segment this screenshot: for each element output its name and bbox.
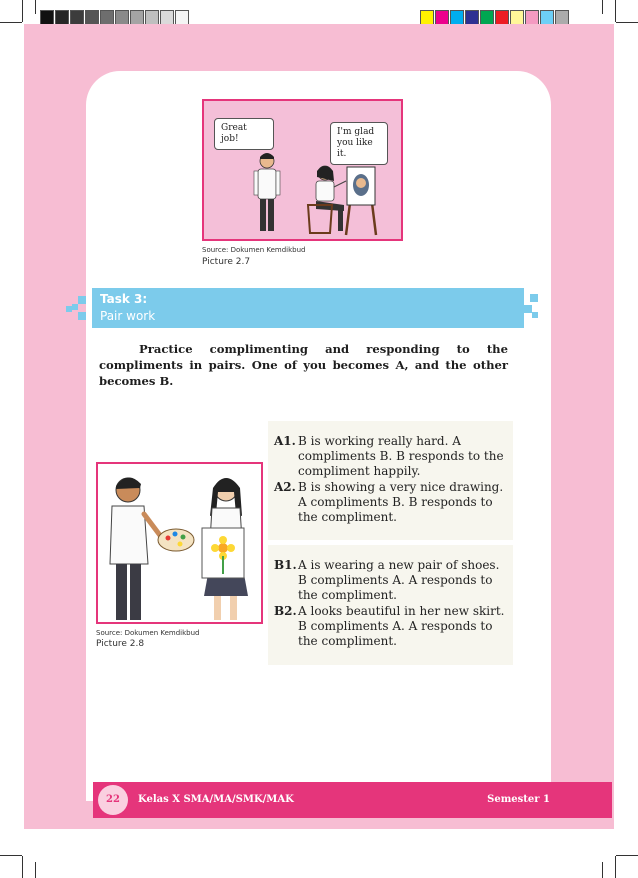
role-code: A1. [274, 434, 296, 448]
crop-mark [22, 856, 23, 878]
crop-mark [616, 22, 638, 23]
picture-2-8-illustration [96, 462, 263, 624]
crop-mark [35, 0, 36, 14]
role-text: B is showing a very nice drawing. A compliments B. B responds to the compliment. [298, 479, 504, 525]
role-text: B is working really hard. A compliments B. B responds to the compliment happily. [298, 434, 504, 479]
crop-mark [616, 855, 638, 856]
bubble-text: Great job! [221, 123, 247, 144]
picture-2-8-source: Source: Dokumen Kemdikbud [96, 629, 200, 637]
task-banner [92, 288, 524, 328]
role-code: B2. [274, 603, 297, 618]
role-item-b2 [274, 604, 507, 650]
page-number: 22 [98, 785, 128, 815]
role-code: A2. [274, 479, 296, 494]
task-instruction: Practice complimenting and responding to the compliments in pairs. One of you becomes A, and the other becomes B. [99, 342, 508, 388]
bubble-text-line1: I'm glad [337, 127, 375, 137]
role-text: A looks beautiful in her new skirt. B compliments A. A responds to the compliment. [298, 603, 505, 649]
crop-mark [615, 0, 616, 22]
pixel-decoration [78, 296, 86, 304]
role-item-a1 [274, 434, 507, 480]
page-footer [93, 782, 612, 818]
pixel-decoration [78, 312, 86, 320]
bubble-text-line2: you like it. [337, 138, 373, 159]
task-title: Task 3: [100, 292, 148, 306]
crop-mark [35, 862, 36, 878]
role-code: B1. [274, 558, 297, 572]
drawing-illustration [98, 464, 261, 622]
pixel-decoration [72, 304, 78, 310]
pixel-decoration [524, 305, 532, 313]
role-box-b [268, 545, 513, 665]
semester-label: Semester 1 [487, 794, 550, 805]
task-subtitle: Pair work [100, 309, 156, 323]
speech-bubble-right [330, 122, 388, 165]
crop-mark [0, 855, 22, 856]
pixel-decoration [66, 306, 72, 312]
picture-2-7-source: Source: Dokumen Kemdikbud [202, 246, 306, 254]
crop-mark [602, 0, 603, 14]
picture-2-8-label: Picture 2.8 [96, 639, 145, 649]
role-text: A is wearing a new pair of shoes. B compliments A. A responds to the compliment. [298, 558, 500, 603]
book-title: Kelas X SMA/MA/SMK/MAK [138, 794, 294, 805]
role-box-a [268, 421, 513, 540]
role-item-a2 [274, 480, 507, 526]
role-item-b1 [274, 558, 507, 604]
pixel-decoration [532, 312, 538, 318]
crop-mark [602, 862, 603, 878]
crop-mark [615, 856, 616, 878]
crop-mark [22, 0, 23, 22]
speech-bubble-left [214, 118, 274, 150]
crop-mark [0, 22, 22, 23]
picture-2-7-label: Picture 2.7 [202, 257, 251, 267]
pixel-decoration [530, 294, 538, 302]
